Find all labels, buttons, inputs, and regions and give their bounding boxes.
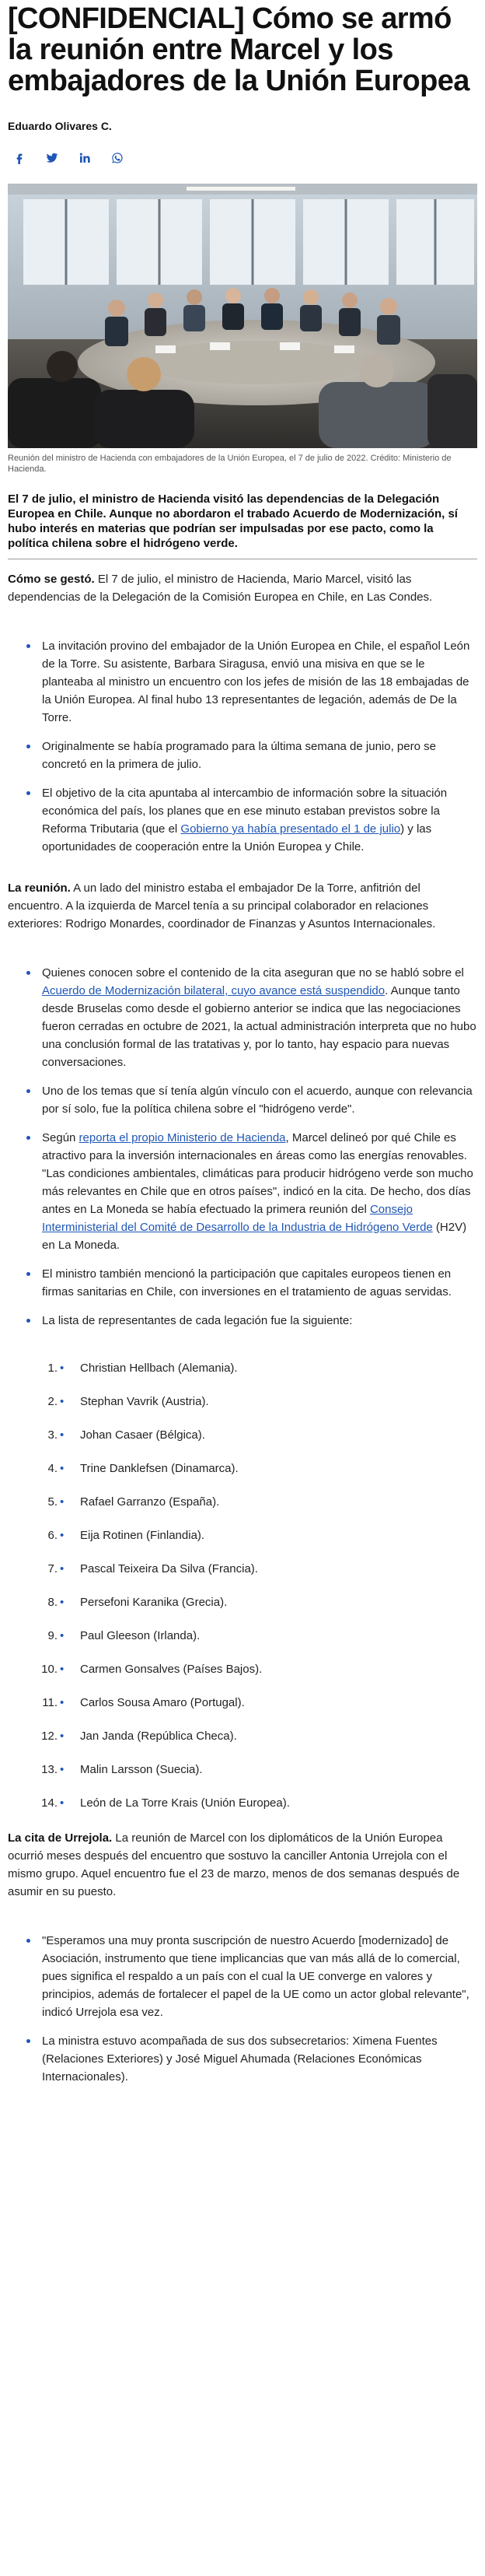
section-heading: Cómo se gestó. bbox=[8, 573, 95, 586]
representative-item bbox=[30, 1595, 477, 1610]
representative-item bbox=[30, 1528, 477, 1544]
representative-item bbox=[30, 1495, 477, 1510]
list-item bbox=[26, 1129, 477, 1254]
list-item: La lista de representantes de cada legación fue la siguiente: bbox=[26, 1312, 477, 1330]
list-item: Originalmente se había programado para la última semana de junio, pero se concretó en la primera de julio. bbox=[26, 738, 477, 773]
author-name[interactable]: Eduardo Olivares C. bbox=[8, 120, 112, 132]
bullet-dot-icon: • bbox=[60, 1629, 65, 1642]
share-bar bbox=[8, 149, 477, 166]
lead-text: el ministro de Hacienda visitó las dependencias de la Delegación Europea en Chile. Aunque no abordaron el trabado Acuerdo de Modernización, sí hubo interés en materias que podrían ser impulsadas por ese pacto, como la política chilena sobre el hidrógeno verde. bbox=[8, 492, 458, 550]
representative-name: Pascal Teixeira Da Silva (Francia). bbox=[80, 1562, 258, 1575]
link-consejo-hidrogeno[interactable]: Consejo Interministerial del Comité de Desarrollo de la Industria de Hidrógeno Verde bbox=[42, 1203, 433, 1234]
representative-item bbox=[30, 1762, 477, 1778]
representative-item bbox=[30, 1461, 477, 1477]
list-item: El ministro también mencionó la participación que capitales europeos tienen en firmas sanitarias en Chile, con inversiones en el tratamiento de aguas servidas. bbox=[26, 1265, 477, 1301]
representative-item bbox=[30, 1394, 477, 1410]
list-item-text: (H2V) en La Moneda. bbox=[42, 1221, 467, 1252]
representative-name: Christian Hellbach (Alemania). bbox=[80, 1362, 238, 1375]
section-como-se-gesto bbox=[8, 570, 477, 606]
bullet-dot-icon: • bbox=[60, 1428, 65, 1442]
representative-name: Trine Danklefsen (Dinamarca). bbox=[80, 1462, 239, 1475]
bullet-dot-icon: • bbox=[60, 1495, 65, 1509]
article-hero-image bbox=[8, 184, 477, 448]
list-number: 10. bbox=[41, 1663, 58, 1676]
bullet-dot-icon: • bbox=[60, 1663, 65, 1676]
list-item-text: Según bbox=[42, 1131, 79, 1144]
list-number: 9. bbox=[47, 1629, 58, 1642]
bullet-dot-icon: • bbox=[60, 1796, 65, 1810]
representative-item bbox=[30, 1361, 477, 1376]
representative-name: León de La Torre Krais (Unión Europea). bbox=[80, 1796, 290, 1810]
representative-name: Johan Casaer (Bélgica). bbox=[80, 1428, 205, 1442]
list-number: 14. bbox=[41, 1796, 58, 1810]
list-number: 6. bbox=[47, 1529, 58, 1542]
list-item: La ministra estuvo acompañada de sus dos subsecretarios: Ximena Fuentes (Relaciones Exteriores) y José Miguel Ahumada (Relaciones Económicas Internacionales). bbox=[26, 2032, 477, 2086]
representatives-list bbox=[8, 1361, 477, 1811]
list-item-text: Quienes conocen sobre el contenido de la cita aseguran que no se habló sobre el bbox=[42, 966, 464, 980]
linkedin-icon[interactable] bbox=[76, 149, 93, 166]
whatsapp-icon[interactable] bbox=[109, 149, 126, 166]
representative-name: Stephan Vavrik (Austria). bbox=[80, 1395, 209, 1408]
list-number: 13. bbox=[41, 1763, 58, 1776]
list-number: 3. bbox=[47, 1428, 58, 1442]
section-text: El 7 de julio, el ministro de Hacienda, Mario Marcel, visitó las dependencias de la Delegación de la Comisión Europea en Chile, en Las Condes. bbox=[8, 573, 433, 604]
section-heading: La cita de Urrejola. bbox=[8, 1831, 113, 1845]
representative-name: Jan Janda (República Checa). bbox=[80, 1730, 237, 1743]
bullet-dot-icon: • bbox=[60, 1730, 65, 1743]
article-title: [CONFIDENCIAL] Cómo se armó la reunión entre Marcel y los embajadores de la Unión Europea bbox=[8, 2, 469, 97]
list-number: 7. bbox=[47, 1562, 58, 1575]
list-item-text: . Aunque tanto desde Bruselas como desde el gobierno anterior se indica que las negociaciones fueron cerradas en octubre de 2021, la actual administración interpreta que no hubo una conclusión formal de las tratativas y, por lo tanto, hay espacio para nuevas conversaciones. bbox=[42, 984, 476, 1069]
representative-item bbox=[30, 1561, 477, 1577]
list-number: 11. bbox=[42, 1696, 58, 1709]
link-ministerio-hacienda[interactable]: reporta el propio Ministerio de Hacienda bbox=[79, 1131, 286, 1144]
section-text: A un lado del ministro estaba el embajador De la Torre, anfitrión del encuentro. A la izquierda de Marcel tenía a su principal colaborador en relaciones exteriores: Rodrigo Monardes, coordinador de Finanzas y Asuntos Internacionales. bbox=[8, 881, 436, 931]
bullet-list-urrejola bbox=[8, 1932, 477, 2086]
list-item: Uno de los temas que sí tenía algún vínculo con el acuerdo, aunque con relevancia por sí solo, fue la política chilena sobre el "hidrógeno verde". bbox=[26, 1082, 477, 1118]
bullet-dot-icon: • bbox=[60, 1529, 65, 1542]
section-heading: La reunión. bbox=[8, 881, 71, 895]
representative-item bbox=[30, 1796, 477, 1811]
section-cita-urrejola bbox=[8, 1829, 477, 1901]
list-number: 8. bbox=[47, 1596, 58, 1609]
representative-item bbox=[30, 1729, 477, 1744]
representative-name: Paul Gleeson (Irlanda). bbox=[80, 1629, 201, 1642]
twitter-icon[interactable] bbox=[44, 149, 61, 166]
list-item: "Esperamos una muy pronta suscripción de nuestro Acuerdo [modernizado] de Asociación, instrumento que tiene implicancias que van más allá de lo comercial, pues significa el respaldo a un país con el cual la UE converge en valores y principios, además de fortalecer el papel de la UE como un actor global relevante", indicó Urrejola esa vez. bbox=[26, 1932, 477, 2021]
list-item-text: ) y las oportunidades de cooperación entre la Unión Europea y Chile. bbox=[42, 822, 432, 853]
list-number: 1. bbox=[47, 1362, 58, 1375]
section-la-reunion bbox=[8, 879, 477, 933]
bullet-dot-icon: • bbox=[60, 1462, 65, 1475]
list-item-text: El objetivo de la cita apuntaba al intercambio de información sobre la situación económica del país, los planes que en ese minuto estaban previstos sobre la Reforma Tributaria (que el bbox=[42, 787, 448, 836]
list-number: 12. bbox=[41, 1730, 58, 1743]
bullet-dot-icon: • bbox=[60, 1596, 65, 1609]
facebook-icon[interactable] bbox=[11, 149, 28, 166]
representative-item bbox=[30, 1428, 477, 1443]
bullet-dot-icon: • bbox=[60, 1562, 65, 1575]
bullet-dot-icon: • bbox=[60, 1696, 65, 1709]
representative-item bbox=[30, 1662, 477, 1677]
bullet-list-reunion bbox=[8, 964, 477, 1330]
list-item: La invitación provino del embajador de la Unión Europea en Chile, el español León de la Torre. Su asistente, Barbara Siragusa, envió una misiva en que se le planteaba al ministro un encuentro con los jefes de misión de las 18 embajadas de la Unión Europea. Al final hubo 13 representantes de legación, además de De la Torre. bbox=[26, 637, 477, 727]
bullet-list-gestacion bbox=[8, 637, 477, 856]
representative-name: Persefoni Karanika (Grecia). bbox=[80, 1596, 228, 1609]
image-caption: Reunión del ministro de Hacienda con embajadores de la Unión Europea, el 7 de julio de 2022. Crédito: Ministerio de Hacienda. bbox=[8, 454, 452, 474]
link-gobierno-presentado[interactable]: Gobierno ya había presentado el 1 de julio bbox=[180, 822, 401, 836]
bullet-dot-icon: • bbox=[60, 1395, 65, 1408]
representative-name: Rafael Garranzo (España). bbox=[80, 1495, 220, 1509]
representative-name: Malin Larsson (Suecia). bbox=[80, 1763, 203, 1776]
representative-name: Carlos Sousa Amaro (Portugal). bbox=[80, 1696, 245, 1709]
lead-bold-start: El 7 de julio, bbox=[8, 492, 76, 506]
link-acuerdo-modernizacion[interactable]: Acuerdo de Modernización bilateral, cuyo avance está suspendido bbox=[42, 984, 386, 997]
representative-name: Carmen Gonsalves (Países Bajos). bbox=[80, 1663, 263, 1676]
bullet-dot-icon: • bbox=[60, 1763, 65, 1776]
section-text: La reunión de Marcel con los diplomáticos de la Unión Europea ocurrió meses después del encuentro que sostuvo la canciller Antonia Urrejola con el mismo grupo. Aquel encuentro fue el 23 de marzo, menos de dos semanas después de asumir en su puesto. bbox=[8, 1831, 460, 1898]
representative-name: Eija Rotinen (Finlandia). bbox=[80, 1529, 205, 1542]
list-item-text: , Marcel delineó por qué Chile es atractivo para la inversión internacionales en áreas como las energías renovables. "Las condiciones ambientales, climáticas para producir hidrógeno verde son mucho más relevantes en Chile que en otros países", indicó en la cita. De hecho, dos días antes en La Moneda se había efectuado la primera reunión del bbox=[42, 1131, 473, 1216]
list-item bbox=[26, 964, 477, 1071]
representative-item bbox=[30, 1628, 477, 1644]
list-number: 2. bbox=[47, 1395, 58, 1408]
bullet-dot-icon: • bbox=[60, 1362, 65, 1375]
list-item bbox=[26, 784, 477, 856]
list-number: 5. bbox=[47, 1495, 58, 1509]
article-lead bbox=[8, 492, 477, 551]
list-number: 4. bbox=[47, 1462, 58, 1475]
representative-item bbox=[30, 1695, 477, 1711]
